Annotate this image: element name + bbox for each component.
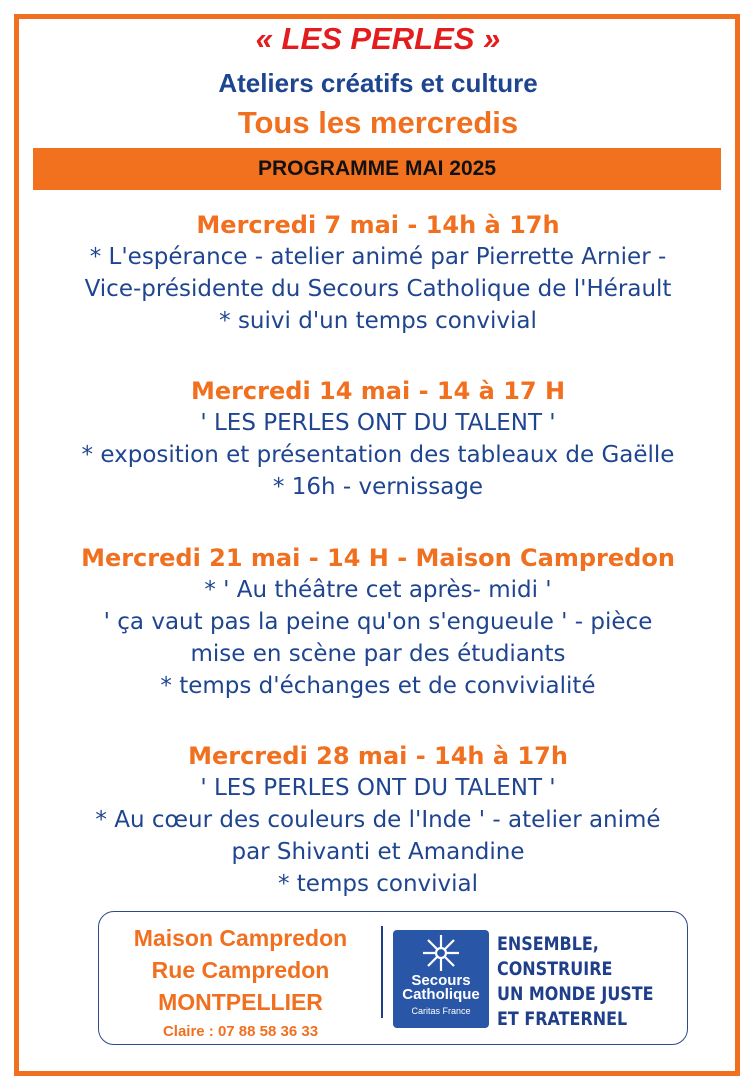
secours-catholique-logo — [393, 930, 489, 1028]
event-date: Mercredi 21 mai - 14 H - Maison Campredon — [81, 544, 675, 572]
event-line: * temps convivial — [277, 871, 479, 897]
event-date: Mercredi 14 mai - 14 à 17 H — [190, 377, 566, 405]
footer-box — [98, 911, 688, 1045]
address-block — [99, 922, 382, 1044]
schedule-frequency: Tous les mercredis — [237, 105, 519, 140]
event-block — [0, 542, 756, 702]
event-line: * L'espérance - atelier animé par Pierrette Arnier - — [89, 244, 667, 270]
event-date: Mercredi 7 mai - 14h à 17h — [196, 211, 560, 239]
programme-banner: PROGRAMME MAI 2025 — [33, 148, 721, 190]
event-block — [0, 375, 756, 503]
slogan-line: UN MONDE JUSTE — [497, 983, 654, 1005]
logo-name-line1: Secours — [411, 972, 471, 989]
caritas-cross-icon — [421, 933, 461, 973]
event-block — [0, 740, 756, 900]
event-line: * ' Au théâtre cet après- midi ' — [204, 577, 552, 603]
event-line: * 16h - vernissage — [272, 474, 484, 500]
slogan-line: ET FRATERNEL — [497, 1008, 628, 1030]
event-block — [0, 209, 756, 337]
city: MONTPELLIER — [158, 989, 323, 1015]
event-line: ' LES PERLES ONT DU TALENT ' — [200, 410, 556, 436]
event-line: par Shivanti et Amandine — [231, 839, 525, 865]
footer-divider — [381, 926, 383, 1018]
logo-name-line3: Caritas France — [411, 1006, 471, 1016]
slogan-line: CONSTRUIRE — [497, 958, 613, 980]
event-line: * temps d'échanges et de convivialité — [160, 673, 596, 699]
slogan — [497, 932, 654, 1032]
venue-name: Maison Campredon — [133, 925, 348, 951]
event-line: ' ça vaut pas la peine qu'on s'engueule ' - pièce — [103, 609, 653, 635]
event-line: mise en scène par des étudiants — [190, 641, 566, 667]
slogan-line: ENSEMBLE, — [497, 933, 599, 955]
event-line: Vice-présidente du Secours Catholique de l'Hérault — [84, 276, 672, 302]
event-date: Mercredi 28 mai - 14h à 17h — [188, 742, 568, 770]
logo-name-line2: Catholique — [402, 986, 480, 1003]
event-line: * Au cœur des couleurs de l'Inde ' - atelier animé — [95, 807, 661, 833]
event-line: * suivi d'un temps convivial — [219, 308, 537, 334]
event-line: ' LES PERLES ONT DU TALENT ' — [200, 775, 556, 801]
poster-subtitle: Ateliers créatifs et culture — [218, 68, 538, 98]
event-line: * exposition et présentation des tableaux de Gaëlle — [81, 442, 675, 468]
poster-title: « LES PERLES » — [255, 21, 501, 56]
contact-phone: Claire : 07 88 58 36 33 — [162, 1023, 319, 1040]
street: Rue Campredon — [151, 957, 330, 983]
